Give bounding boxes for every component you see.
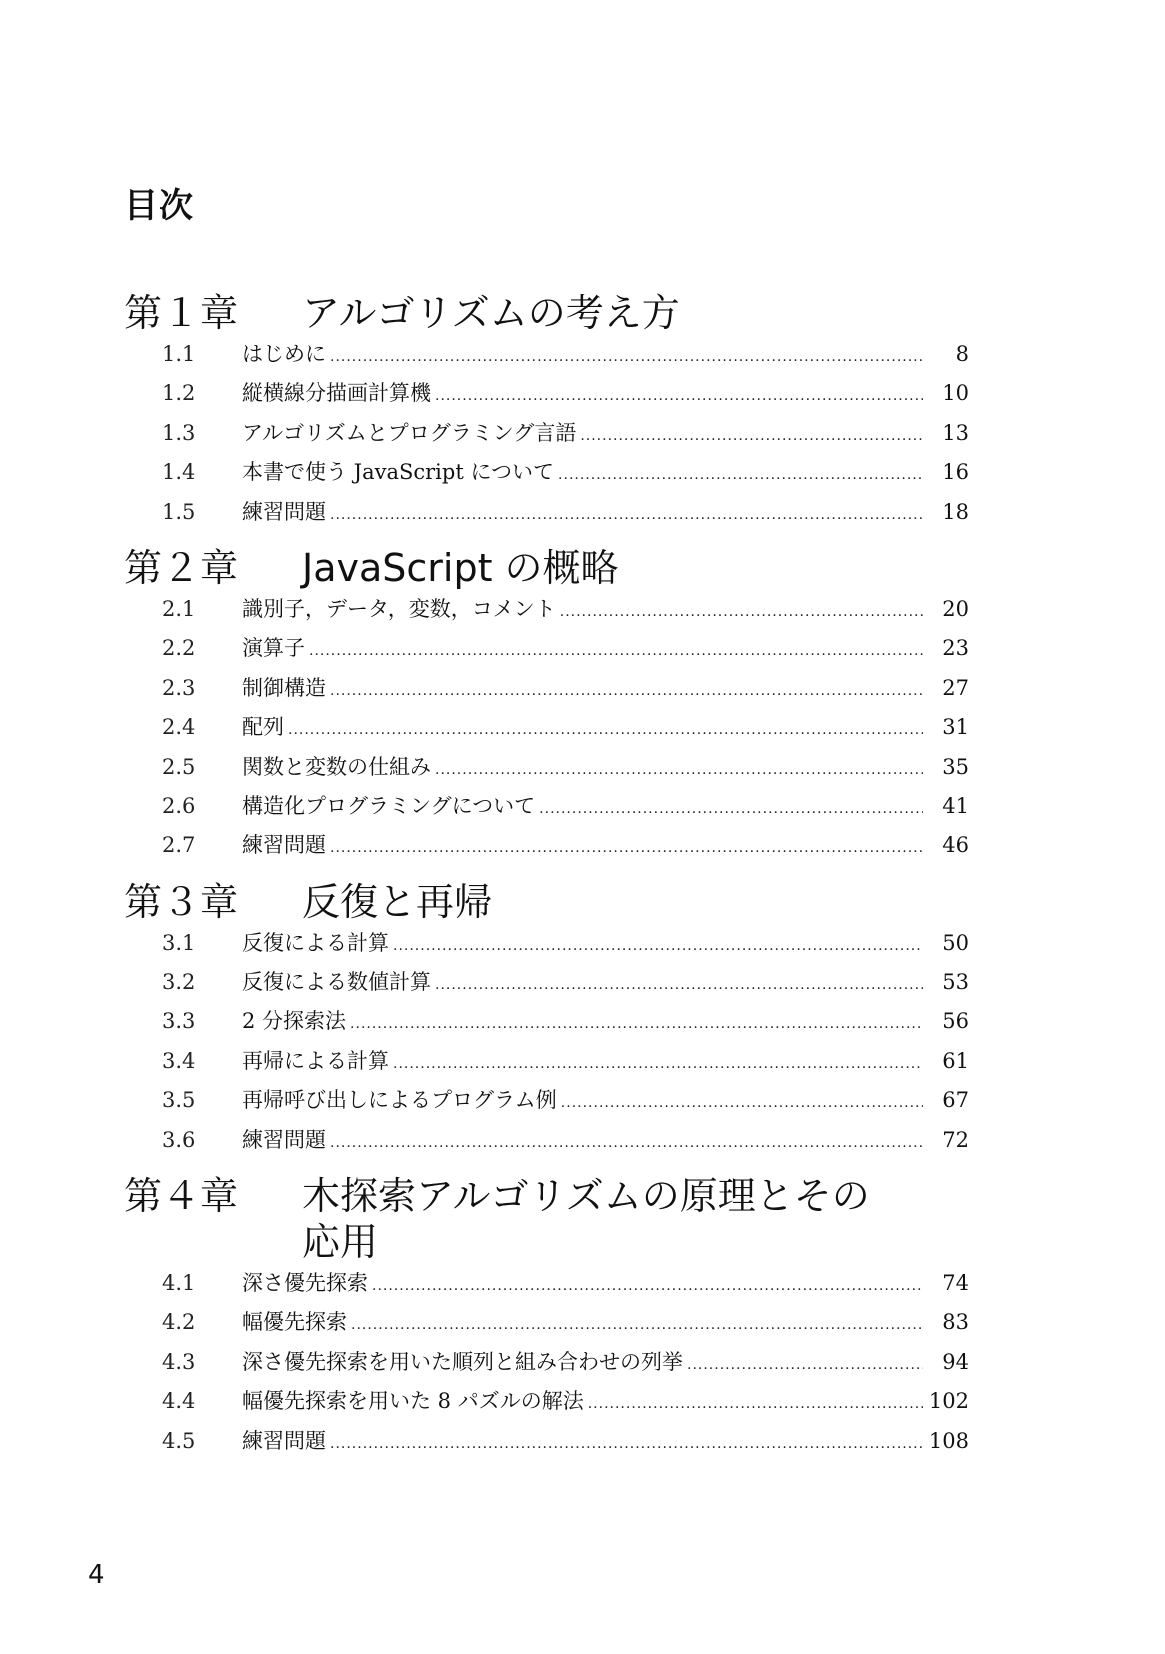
chapter-heading [124,545,969,591]
section-title: 幅優先探索 [242,1310,347,1335]
section-number: 1.5 [162,499,196,524]
chapter-4 [124,1173,969,1464]
section-page: 23 [942,636,969,661]
dot-leader [435,977,923,993]
chapter-number: 第４章 [124,1174,239,1219]
section-page: 10 [942,381,969,406]
dot-leader [351,1317,923,1333]
page-title: 目次 [124,186,194,226]
dot-leader [393,1056,923,1072]
section-title: 関数と変数の仕組み [242,754,431,779]
dot-leader [372,1278,923,1294]
dot-leader [435,762,923,778]
section-page: 20 [942,596,969,621]
table-of-contents [124,290,969,1474]
toc-entry [124,1346,969,1385]
chapter-heading [124,879,969,925]
dot-leader [288,722,923,738]
section-title: 識別子，データ，変数，コメント [242,596,556,621]
section-page: 27 [942,675,969,700]
toc-entry [124,1425,969,1464]
toc-entry [124,377,969,416]
dot-leader [393,938,923,954]
toc-entry [124,711,969,750]
toc-entry [124,1045,969,1084]
section-page: 94 [942,1349,969,1374]
section-number: 4.3 [162,1349,196,1374]
section-page: 8 [955,342,969,366]
toc-entry [124,456,969,495]
dot-leader [330,1135,923,1151]
section-title: 幅優先探索を用いた 8 パズルの解法 [242,1389,584,1414]
section-title: 練習問題 [242,1127,326,1152]
chapter-heading [124,1173,969,1265]
chapter-title: 反復と再帰 [302,879,493,924]
chapter-number: 第３章 [124,879,239,924]
section-page: 50 [942,930,969,955]
chapter-number: 第１章 [124,291,239,335]
dot-leader [539,801,923,817]
toc-entry [124,632,969,671]
section-number: 4.1 [162,1271,196,1296]
section-page: 13 [942,420,969,445]
toc-entry [124,496,969,535]
section-page: 61 [942,1048,969,1073]
section-page: 74 [942,1271,969,1296]
section-title: 反復による計算 [242,930,389,955]
section-page: 41 [942,793,969,818]
dot-leader [309,643,923,659]
toc-entry [124,1306,969,1345]
section-number: 2.1 [162,596,196,621]
dot-leader [588,1396,923,1412]
dot-leader [330,840,923,856]
dot-leader [560,604,923,620]
section-number: 4.2 [162,1310,196,1335]
section-number: 3.6 [162,1127,196,1152]
section-number: 3.2 [162,970,196,995]
section-page: 83 [942,1310,969,1335]
dot-leader [330,683,923,699]
chapter-2 [124,545,969,869]
dot-leader [580,428,923,444]
section-number: 2.6 [162,793,196,818]
page-number: 4 [88,1560,105,1590]
section-page: 18 [942,499,969,524]
section-number: 3.3 [162,1009,196,1034]
section-number: 3.5 [162,1088,196,1113]
section-title: 練習問題 [242,499,326,524]
section-title: 縦横線分描画計算機 [242,381,431,406]
section-page: 108 [928,1428,969,1453]
section-title: 演算子 [242,636,305,661]
section-title: 制御構造 [242,675,326,700]
dot-leader [435,388,923,404]
section-page: 102 [928,1389,969,1414]
dot-leader [330,349,923,365]
chapter-1 [124,290,969,535]
toc-entry [124,338,969,377]
chapter-number: 第２章 [124,545,239,590]
section-title: 再帰呼び出しによるプログラム例 [242,1088,557,1113]
toc-entry [124,672,969,711]
section-number: 2.4 [162,715,196,740]
section-number: 4.4 [162,1389,196,1414]
section-page: 31 [942,715,969,740]
section-number: 3.4 [162,1048,196,1073]
chapter-title: JavaScript の概略 [302,545,619,590]
section-page: 72 [942,1127,969,1152]
section-number: 2.5 [162,754,196,779]
section-number: 2.3 [162,675,196,700]
toc-entry [124,927,969,966]
section-number: 1.1 [162,342,196,366]
section-title: 深さ優先探索を用いた順列と組み合わせの列挙 [242,1349,683,1374]
section-title: 練習問題 [242,1428,326,1453]
section-number: 1.2 [162,381,196,406]
section-title: 練習問題 [242,833,326,858]
dot-leader [687,1357,923,1373]
toc-entry [124,1005,969,1044]
toc-entry [124,790,969,829]
section-title: はじめに [242,342,326,366]
section-number: 2.7 [162,833,196,858]
toc-entry [124,751,969,790]
section-title: 構造化プログラミングについて [242,793,536,818]
toc-entry [124,593,969,632]
toc-entry [124,1385,969,1424]
section-page: 53 [942,970,969,995]
dot-leader [558,467,923,483]
chapter-title: アルゴリズムの考え方 [302,291,680,335]
chapter-heading [124,290,969,336]
section-title: 反復による数値計算 [242,970,431,995]
toc-entry [124,1267,969,1306]
section-number: 1.3 [162,420,196,445]
dot-leader [350,1016,923,1032]
section-number: 2.2 [162,636,196,661]
section-number: 3.1 [162,930,196,955]
section-page: 16 [942,460,969,485]
section-title: 2 分探索法 [242,1009,347,1034]
dot-leader [561,1095,923,1111]
toc-entry [124,966,969,1005]
dot-leader [330,1436,923,1452]
chapter-3 [124,879,969,1163]
section-title: 配列 [242,715,284,740]
section-title: 深さ優先探索 [242,1271,368,1296]
section-page: 46 [942,833,969,858]
toc-entry [124,829,969,868]
dot-leader [330,507,923,523]
section-title: アルゴリズムとプログラミング言語 [242,420,577,445]
section-page: 56 [942,1009,969,1034]
toc-entry [124,417,969,456]
section-page: 67 [942,1088,969,1113]
section-number: 1.4 [162,460,196,485]
toc-entry [124,1124,969,1163]
section-title: 再帰による計算 [242,1048,389,1073]
chapter-title: 木探索アルゴリズムの原理とその応用 [302,1174,870,1265]
section-page: 35 [942,754,969,779]
toc-entry [124,1084,969,1123]
section-number: 4.5 [162,1428,196,1453]
section-title: 本書で使う JavaScript について [242,460,555,485]
